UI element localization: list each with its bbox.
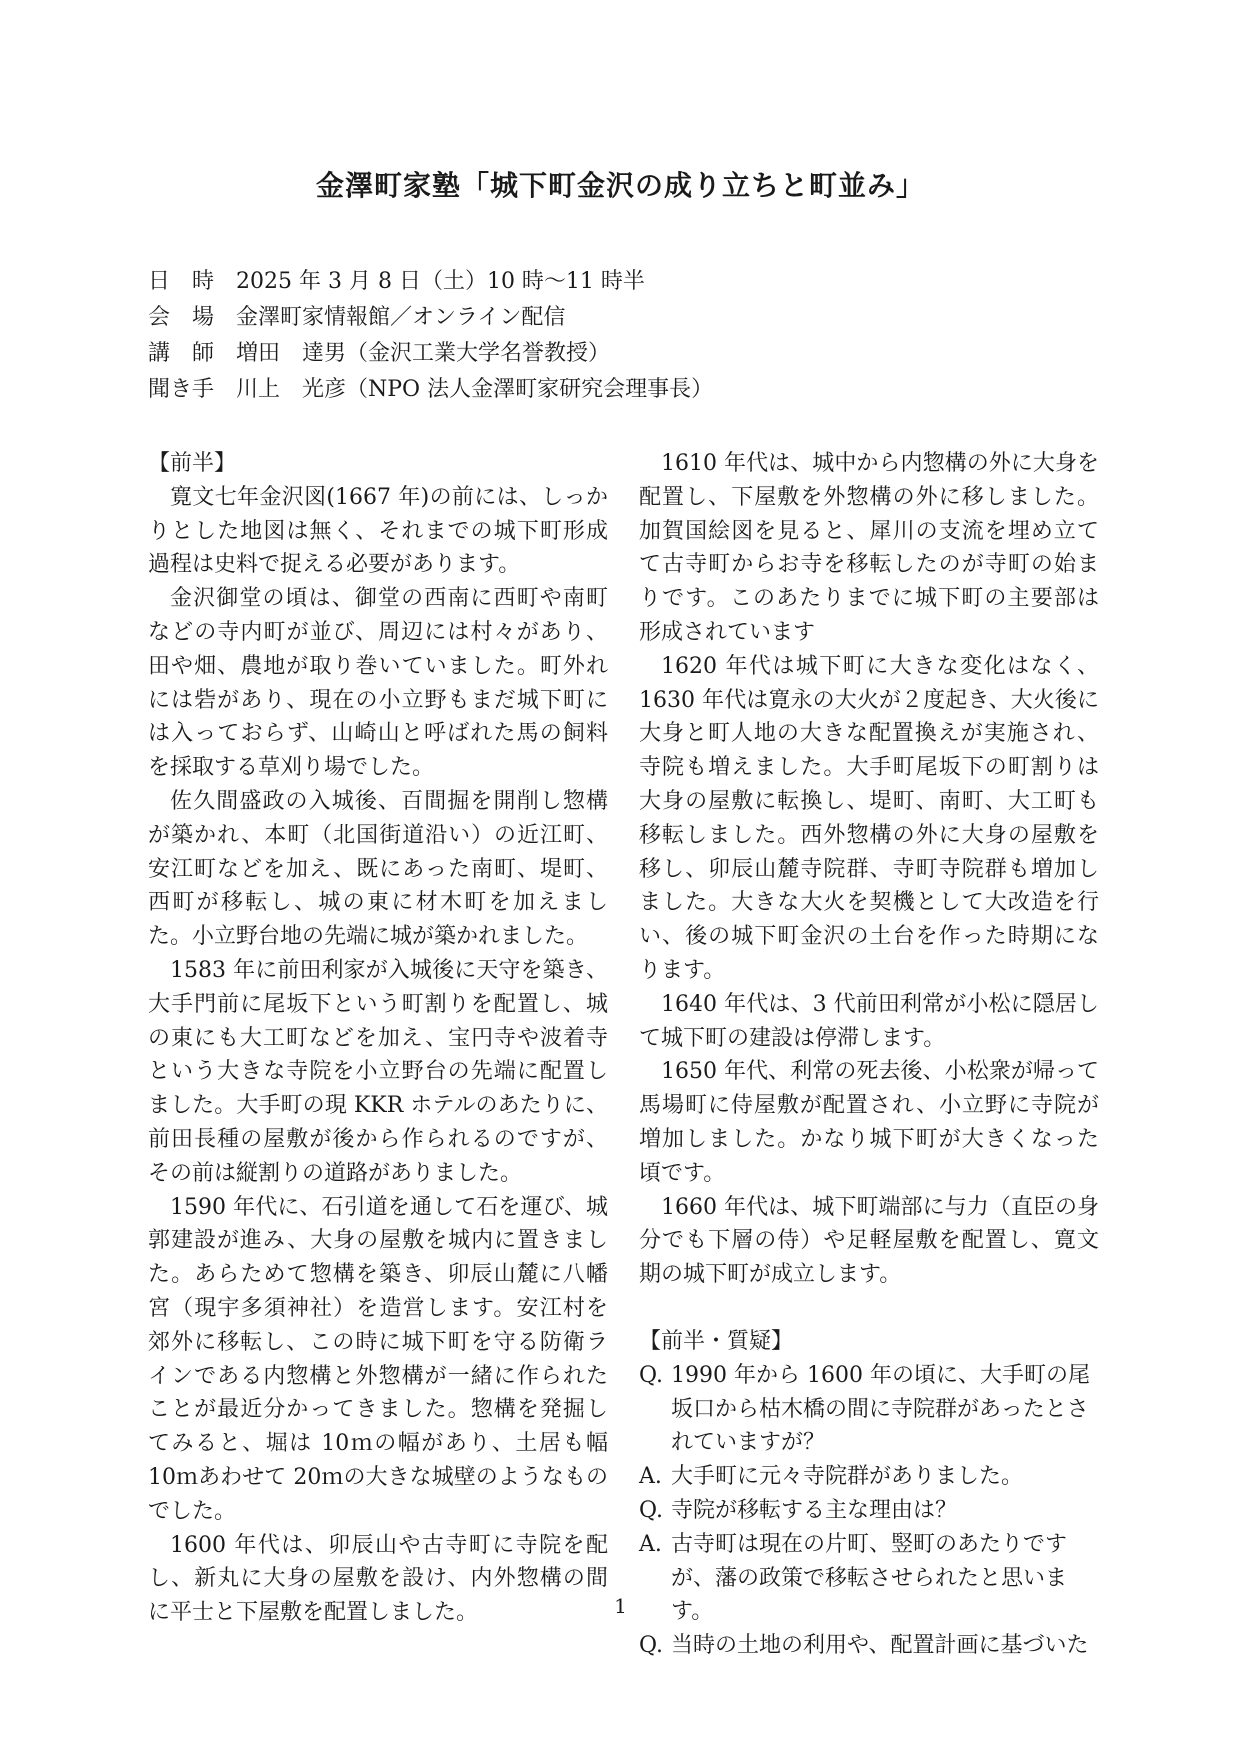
info-value: 2025 年 3 月 8 日（土）10 時～11 時半 [236, 269, 645, 294]
info-row-date [148, 264, 1148, 300]
qa-heading: 【前半・質疑】 [639, 1328, 794, 1354]
qa-item [639, 1629, 1099, 1663]
info-row-lecturer [148, 336, 1148, 372]
info-key: 講 師 [148, 341, 215, 366]
body-paragraph: 1583 年に前田利家が入城後に天守を築き、大手門前に尾坂下という町割りを配置し、城の東にも大工町などを加え、宝円寺や波着寺という大きな寺院を小立野台の先端に配置しました。大手町の現 KKR ホテルのあたりに、前田長種の屋敷が後から作られるのですが、その前は縦割りの道路がありました。 [148, 957, 608, 1186]
right-column [639, 447, 1099, 1663]
body-paragraph: 1650 年代、利常の死去後、小松衆が帰って馬場町に侍屋敷が配置され、小立野に寺院が増加しました。かなり城下町が大きくなった頃です。 [639, 1059, 1099, 1186]
spacer [639, 1292, 1099, 1325]
qa-item [639, 1494, 1099, 1528]
qa-tag: A. [639, 1531, 662, 1557]
info-value: 増田 達男（金沢工業大学名誉教授） [236, 341, 611, 366]
qa-tag: Q. [639, 1497, 663, 1523]
info-key: 会 場 [148, 305, 215, 330]
info-row-venue [148, 300, 1148, 336]
body-paragraph: 1600 年代は、卯辰山や古寺町に寺院を配し、新丸に大身の屋敷を設け、内外惣構の間に平士と下屋敷を配置しました。 [148, 1532, 608, 1626]
info-key: 日 時 [148, 269, 215, 294]
qa-tag: Q. [639, 1362, 663, 1388]
event-info [148, 264, 1148, 408]
qa-text: 1990 年から 1600 年の頃に、大手町の尾坂口から枯木橋の間に寺院群があったとされていますが？ [671, 1362, 1090, 1456]
qa-text: 大手町に元々寺院群がありました。 [671, 1464, 1024, 1490]
info-value: 金澤町家情報館／オンライン配信 [236, 305, 566, 330]
page-title: 金澤町家塾「城下町金沢の成り立ちと町並み」 [315, 169, 925, 202]
page-number: 1 [614, 1594, 627, 1618]
info-row-interviewer [148, 372, 1148, 408]
section-heading: 【前半】 [148, 451, 237, 476]
info-key: 聞き手 [148, 377, 215, 402]
qa-text: 寺院が移転する主な理由は？ [671, 1497, 958, 1523]
qa-item [639, 1359, 1099, 1460]
qa-tag: Q. [639, 1633, 663, 1659]
body-paragraph: 1620 年代は城下町に大きな変化はなく、1630 年代は寛永の大火が２度起き、大火後に大身と町人地の大きな配置換えが実施され、寺院も増えました。大手町尾坂下の町割りは大身の屋敷に転換し、堤町、南町、大工町も移転しました。西外惣構の外に大身の屋敷を移し、卯辰山麓寺院群、寺町寺院群も増加しました。大きな大火を契機として大改造を行い、後の城下町金沢の土台を作った時期になります。 [639, 653, 1099, 983]
qa-tag: A. [639, 1464, 662, 1490]
body-paragraph: 寛文七年金沢図(1667 年)の前には、しっかりとした地図は無く、それまでの城下町形成過程は史料で捉える必要があります。 [148, 484, 608, 578]
body-paragraph: 金沢御堂の頃は、御堂の西南に西町や南町などの寺内町が並び、周辺には村々があり、田や畑、農地が取り巻いていました。町外れには砦があり、現在の小立野もまだ城下町には入っておらず、山崎山と呼ばれた馬の飼料を採取する草刈り場でした。 [148, 586, 608, 781]
body-paragraph: 1660 年代は、城下町端部に与力（直臣の身分でも下層の侍）や足軽屋敷を配置し、寛文期の城下町が成立します。 [639, 1194, 1099, 1288]
body-paragraph: 佐久間盛政の入城後、百間掘を開削し惣構が築かれ、本町（北国街道沿い）の近江町、安江町などを加え、既にあった南町、堤町、西町が移転し、城の東に材木町を加えました。小立野台地の先端に城が築かれました。 [148, 788, 608, 950]
qa-text: 古寺町は現在の片町、竪町のあたりですが、藩の政策で移転させられたと思います。 [671, 1531, 1068, 1625]
left-column [148, 447, 608, 1630]
body-paragraph: 1640 年代は、3 代前田利常が小松に隠居して城下町の建設は停滞します。 [639, 991, 1099, 1051]
qa-text: 当時の土地の利用や、配置計画に基づいた [671, 1633, 1089, 1659]
qa-item [639, 1460, 1099, 1494]
info-value: 川上 光彦（NPO 法人金澤町家研究会理事長） [236, 377, 714, 402]
body-paragraph: 1590 年代に、石引道を通して石を運び、城郭建設が進み、大身の屋敷を城内に置きました。あらためて惣構を築き、卯辰山麓に八幡宮（現宇多須神社）を造営します。安江村を郊外に移転し、この時に城下町を守る防衛ラインである内惣構と外惣構が一緒に作られたことが最近分かってきました。惣構を発掘してみると、堀は 10ｍの幅があり、土居も幅 10ｍあわせて 20ｍの大きな城壁のようなものでした。 [148, 1194, 608, 1524]
body-paragraph: 1610 年代は、城中から内惣構の外に大身を配置し、下屋敷を外惣構の外に移しました。加賀国絵図を見ると、犀川の支流を埋め立てて古寺町からお寺を移転したのが寺町の始まりです。このあたりまでに城下町の主要部は形成されています [639, 451, 1099, 645]
